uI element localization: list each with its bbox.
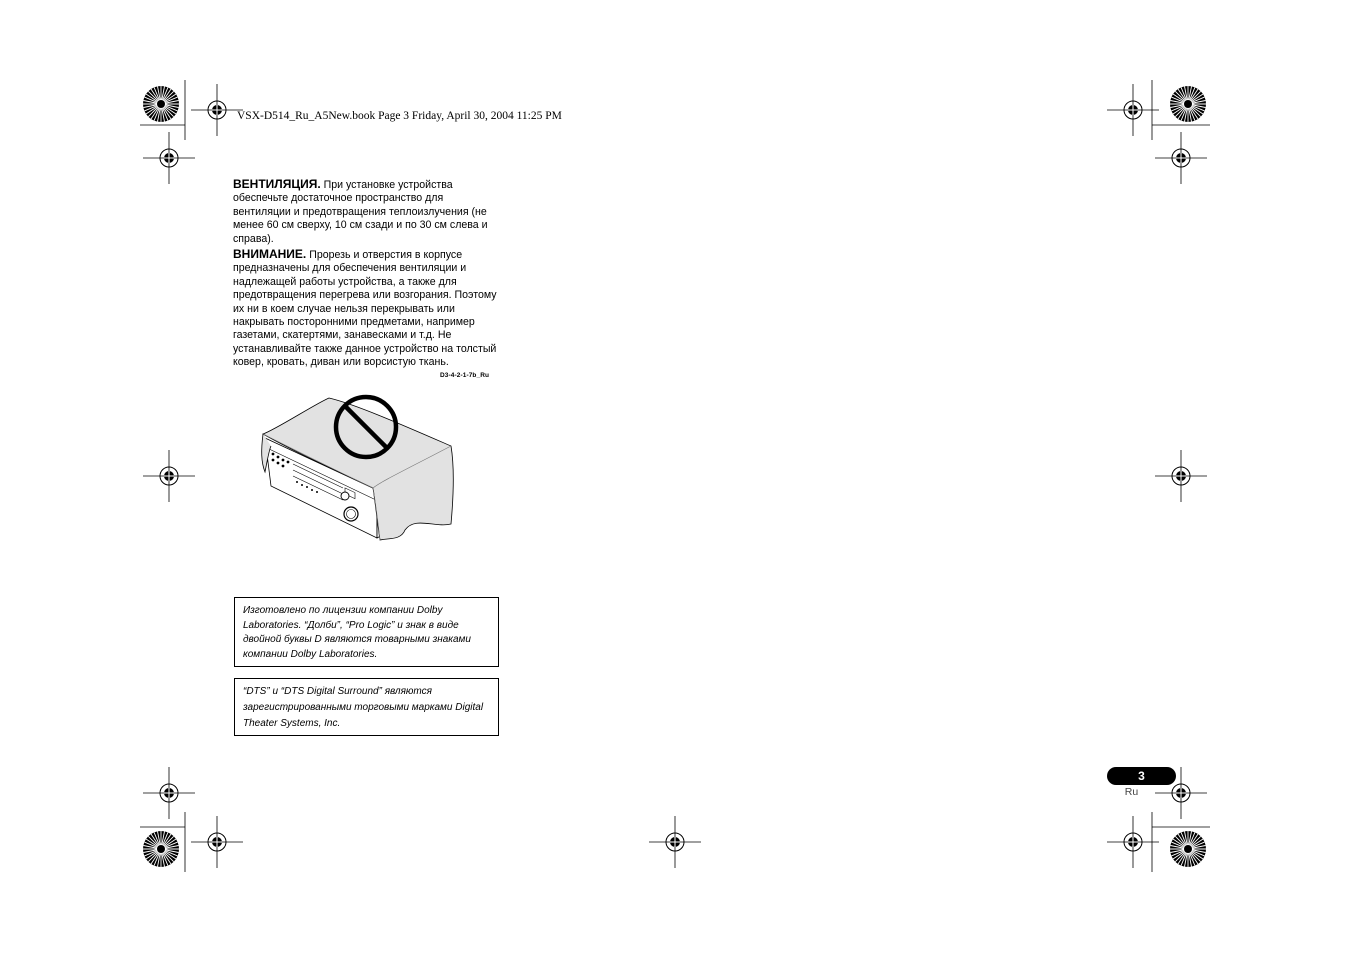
registration-mark-icon [191, 816, 243, 868]
caution-heading: ВНИМАНИЕ. [233, 247, 307, 261]
registration-mark-icon [1107, 84, 1159, 136]
dts-notice: “DTS” и “DTS Digital Surround” являются зарегистрированными торговыми марками Digital Theater Systems, Inc. [234, 678, 499, 736]
registration-mark-icon [143, 767, 195, 819]
dolby-notice: Изготовлено по лицензии компании Dolby Laboratories. “Долби”, “Pro Logic” и знак в виде двойной буквы D являются товарными знаками компании Dolby Laboratories. [234, 597, 499, 667]
page-language: Ru [1124, 786, 1139, 798]
caution-paragraph [233, 248, 501, 370]
registration-mark-icon [649, 816, 701, 868]
document-code: D3-4-2-1-7b_Ru [440, 372, 490, 379]
registration-mark-icon [143, 450, 195, 502]
receiver-illustration [255, 390, 460, 550]
registration-mark-icon [143, 132, 195, 184]
ventilation-paragraph [233, 178, 501, 246]
starburst-target-icon [143, 86, 179, 122]
registration-mark-icon [1155, 132, 1207, 184]
starburst-target-icon [1170, 831, 1206, 867]
registration-mark-icon [191, 84, 243, 136]
starburst-target-icon [1170, 86, 1206, 122]
ventilation-text: При установке устройства обеспечьте достаточное пространство для вентиляции и предотвращения теплоизлучения (не менее 60 см сверху, 10 см сзади и по 30 см слева и справа). [233, 179, 488, 245]
starburst-target-icon [143, 831, 179, 867]
registration-mark-icon [1107, 816, 1159, 868]
caution-text: Прорезь и отверстия в корпусе предназначены для обеспечения вентиляции и надлежащей работы устройства, а также для предотвращения перегрева или возгорания. Поэтому их ни в коем случае нельзя перекрывать или накрывать посторонними предметами, например газетами, скатертями, занавесками и т.д. Не устанавливайте также данное устройство на толстый ковер, кровать, диван или ворсистую ткань. [233, 249, 497, 369]
running-head: VSX-D514_Ru_A5New.book Page 3 Friday, April 30, 2004 11:25 PM [237, 110, 562, 122]
page-number: 3 [1107, 767, 1176, 785]
ventilation-heading: ВЕНТИЛЯЦИЯ. [233, 177, 321, 191]
registration-mark-icon [1155, 450, 1207, 502]
